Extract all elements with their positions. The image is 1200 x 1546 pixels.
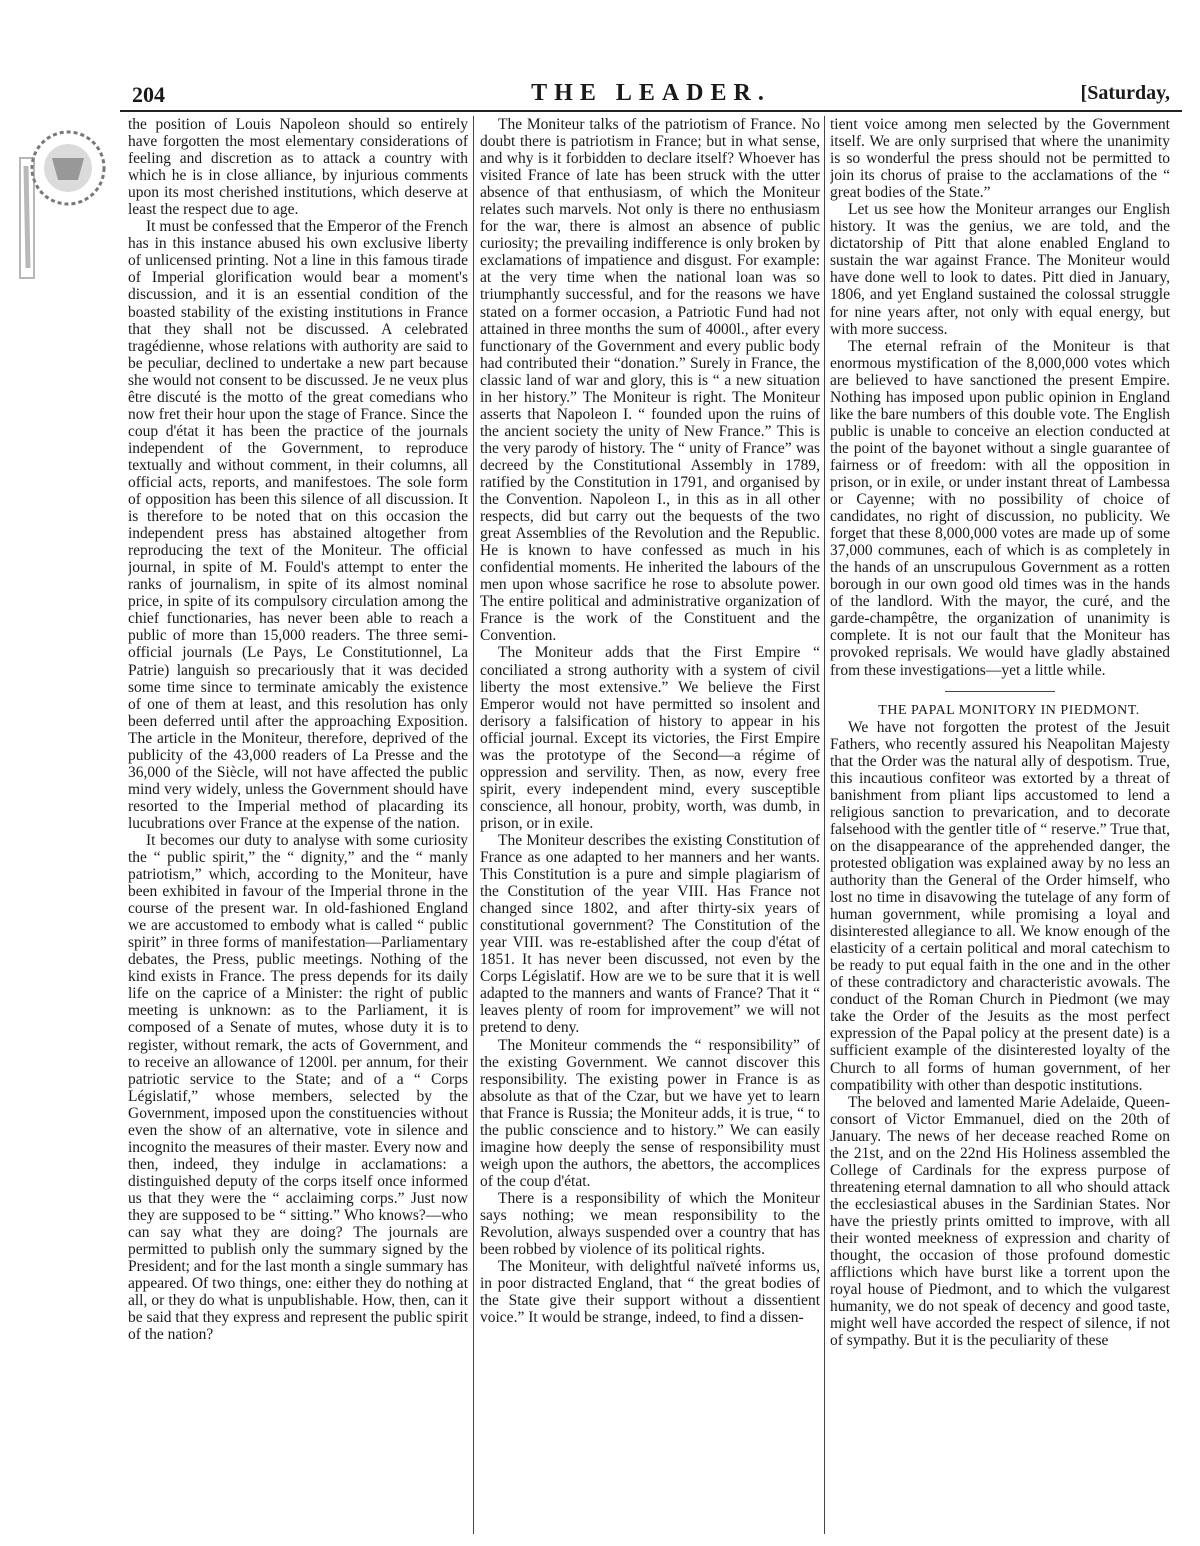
paragraph: The Moniteur describes the existing Constitution of France as one adapted to her manners and her wants. This Constitution is a pure and simple plagiarism of the Constitution of the year VIII. Has France not changed since 1802, and after thirty-six years of constitutional government? The Constitution of the year VIII. was re-established after the coup d'état of 1851. It has never been discussed, not even by the Corps Législatif. How are we to be sure that it is well adapted to the manners and wants of France? That it “ leaves plenty of room for improvement” we will not pretend to deny. xyxy=(480,831,820,1037)
dateline: [Saturday, xyxy=(1080,82,1170,104)
header-rule xyxy=(120,110,1182,112)
section-divider xyxy=(945,691,1055,692)
paragraph: The Moniteur, with delightful naïveté informs us, in poor distracted England, that “ the great bodies of the State give their support without a dissentient voice.” It would be strange, indeed, to find a dissen- xyxy=(480,1258,820,1327)
paragraph: It must be confessed that the Emperor of the French has in this instance abused his own exclusive liberty of unlicensed printing. Not a line in this famous tirade of Imperial glorification would bear a moment's discussion, and it is an essential condition of the boasted stability of the existing institutions in France that they shall not be discussed. A celebrated tragédienne, whose relations with authority are said to be peculiar, declined to undertake a new part because she would not consent to be discussed. Je ne veux plus être discuté is the motto of the great comedians who now fret their hour upon the stage of France. Since the coup d'état it has been the practice of the journals independent of the Government, to reproduce textually and without comment, in their columns, all official acts, reports, and manifestoes. The sole form of opposition has been this silence of all discussion. It is therefore to be noted that on this occasion the independent press has abstained altogether from reproducing the text of the Moniteur. The official journal, in spite of M. Fould's attempt to enter the ranks of journalism, in spite of its almost nominal price, in spite of its compulsory circulation among the chief functionaries, has never been able to reach a public of more than 15,000 readers. The three semi-official journals (Le Pays, Le Constitutionnel, La Patrie) languish so precariously that it was decided some time since to terminate amicably the existence of one of them at least, and this resolution has only been deferred until after the approaching Exposition. The article in the Moniteur, therefore, deprived of the publicity of the 43,000 readers of La Presse and the 36,000 of the Siècle, will not have affected the public mind very widely, unless the Government should have resorted to the Imperial method of placarding its lucubrations over France at the expense of the nation. xyxy=(128,218,468,832)
paragraph: The eternal refrain of the Moniteur is that enormous mystification of the 8,000,000 votes which are believed to have sanctioned the present Empire. Nothing has imposed upon public opinion in England like the bare numbers of this double vote. The English public is unable to conceive an election conducted at the point of the bayonet without a single guarantee of fairness or of freedom: with all the opposition in prison, or in exile, or under instant threat of Lambessa or Cayenne; with no possibility of choice of candidates, no right of discussion, no publicity. We forget that these 8,000,000 votes are made up of some 37,000 communes, each of which is as completely in the hands of an unscrupulous Government as a rotten borough in our own good old times was in the hands of the landlord. With the mayor, the curé, and the garde-champêtre, the organization of unanimity is complete. It is not our fault that the Moniteur has provoked reprisals. We would have gladly abstained from these investigations—yet a little while. xyxy=(830,337,1170,679)
paragraph: Let us see how the Moniteur arranges our English history. It was the genius, we are told, and the dictatorship of Pitt that alone enabled England to sustain the war against France. The Moniteur would have done well to look to dates. Pitt died in January, 1806, and yet England sustained the colossal struggle for nine years after, not only with equal energy, but with more success. xyxy=(830,201,1170,338)
page-number: 204 xyxy=(132,82,165,107)
column-2 xyxy=(480,116,820,1534)
paragraph: The Moniteur talks of the patriotism of France. No doubt there is patriotism in France; but in what sense, and why is it forbidden to declare itself? Whoever has visited France of late has been struck with the utter absence of that enthusiasm, of which the Moniteur relates such marvels. Not only is there no enthusiasm for the war, there is almost an absence of public curiosity; the prevailing indifference is only broken by exclamations of impatience and disgust. For example: at the very time when the national loan was so triumphantly successful, and for the reasons we have stated on a former occasion, a Patriotic Fund had not attained in three months the sum of 4000l., after every functionary of the Government and every public body had contributed their “donation.” Surely in France, the classic land of war and glory, this is “ a new situation in her history.” The Moniteur is right. The Moniteur asserts that Napoleon I. “ founded upon the ruins of the ancient society the unity of New France.” This is the very parody of history. The “ unity of France” was decreed by the Constitutional Assembly in 1789, ratified by the Constitution in 1791, and organised by the Convention. Napoleon I., in this as in all other respects, did but carry out the bequests of the two great Assemblies of the Revolution and the Republic. He is known to have confessed as much in his confidential moments. He inherited the labours of the men upon whose sacrifice he rose to absolute power. The entire political and administrative organization of France is the work of the Constituent and the Convention. xyxy=(480,116,820,645)
page-header xyxy=(120,80,1182,110)
paragraph: There is a responsibility of which the Moniteur says nothing; we mean responsibility to the Revolution, always suspended over a country that has been robbed by violence of its political rights. xyxy=(480,1189,820,1259)
paragraph: The Moniteur commends the “ responsibility” of the existing Government. We cannot discover this responsibility. The existing power in France is as absolute as that of the Czar, but we have yet to learn that France is Russia; the Moniteur adds, it is true, “ to the public conscience and to history.” We can easily imagine how deeply the sense of responsibility must weigh upon the authors, the abettors, the accomplices of the coup d'état. xyxy=(480,1036,820,1190)
paragraph: The beloved and lamented Marie Adelaide, Queen-consort of Victor Emmanuel, died on the 20th of January. The news of her decease reached Rome on the 21st, and on the 22nd His Holiness assembled the College of Cardinals for the express purpose of threatening eternal damnation to all who should attack the ecclesiastical abuses in the Sardinian States. Nor have the priestly prints omitted to improve, with all their wonted meekness of expression and charity of thought, the occasion of those profound domestic afflictions which have burst like a torrent upon the royal house of Piedmont, and to which the vulgarest humanity, we do not speak of decency and good taste, might well have accorded the respect of silence, if not of sympathy. But it is the peculiarity of these xyxy=(830,1093,1170,1350)
paragraph: the position of Louis Napoleon should so entirely have forgotten the most elementary considerations of feeling and discretion as to attack a country with which he is in close alliance, by injurious comments upon its most cherished institutions, which deserve at least the respect due to age. xyxy=(128,116,468,219)
library-stamp-icon xyxy=(6,118,106,318)
column-divider xyxy=(473,116,474,1534)
column-1 xyxy=(128,116,468,1534)
paragraph: tient voice among men selected by the Government itself. We are only surprised that where the unanimity is so wonderful the press should not be permitted to join its chorus of praise to the acclamations of the “ great bodies of the State.” xyxy=(830,116,1170,202)
paragraph: We have not forgotten the protest of the Jesuit Fathers, who recently assured his Neapolitan Majesty that the Order was the natural ally of despotism. True, this incautious confiteor was extorted by a threat of banishment from pliant lips accustomed to lend a religious sanction to prevarication, and to decorate falsehood with the gentler title of “ reserve.” True that, on the disappearance of the apprehended danger, the protested obligation was explained away by no less an authority than the General of the Order himself, who lost no time in disavowing the tutelage of any form of human government, while promising a loyal and disinterested allegiance to all. We know enough of the elasticity of a certain political and moral catechism to be ready to put equal faith in the one and in the other of these contradictory and characteristic avowals. The conduct of the Roman Church in Piedmont (we may take the Order of the Jesuits as the most perfect expression of the Papal policy at the present date) is a sufficient example of the disinterested loyalty of the Church to all forms of human government, of her compatibility with other than despotic institutions. xyxy=(830,718,1170,1094)
paragraph: It becomes our duty to analyse with some curiosity the “ public spirit,” the “ dignity,” and the “ manly patriotism,” which, according to the Moniteur, have been exhibited in favour of the Imperial throne in the course of the present war. In old-fashioned England we are accustomed to embody what is called “ public spirit” in three forms of manifestation—Parliamentary debates, the Press, public meetings. Nothing of the kind exists in France. The press depends for its daily life on the caprice of a Minister: the right of public meeting is unknown: as to the Parliament, it is composed of a Senate of mutes, whose duty it is to register, without remark, the acts of Government, and to receive an allowance of 1200l. per annum, for their patriotic service to the State; and of a “ Corps Législatif,” whose members, selected by the Government, imposed upon the constituencies without even the show of an alternative, vote in silence and incognito the measures of their master. Every now and then, indeed, they indulge in acclamations: a distinguished deputy of the corps itself once informed us that they were the “ acclaiming corps.” Just now they are supposed to be “ sitting.” Who knows?—who can say what they are doing? The journals are permitted to publish only the summary signed by the President; and for the last month a single summary has appeared. Of two things, one: either they do nothing at all, or they do what is unpublishable. How, then, can it be said that they express and represent the public spirit of the nation? xyxy=(128,831,468,1344)
masthead: THE LEADER. xyxy=(531,80,771,106)
section-title: THE PAPAL MONITORY IN PIEDMONT. xyxy=(878,702,1140,718)
column-divider xyxy=(824,116,825,1534)
column-3 xyxy=(830,116,1170,1534)
paragraph: The Moniteur adds that the First Empire “ conciliated a strong authority with a system of civil liberty the most extensive.” We believe the First Emperor would not have permitted so insolent and derisory a falsification of history to appear in his official journal. Except its victories, the First Empire was the prototype of the Second—a régime of oppression and servility. Then, as now, every free spirit, every independent mind, every susceptible conscience, all honour, probity, worth, was dumb, in prison, or in exile. xyxy=(480,644,820,832)
